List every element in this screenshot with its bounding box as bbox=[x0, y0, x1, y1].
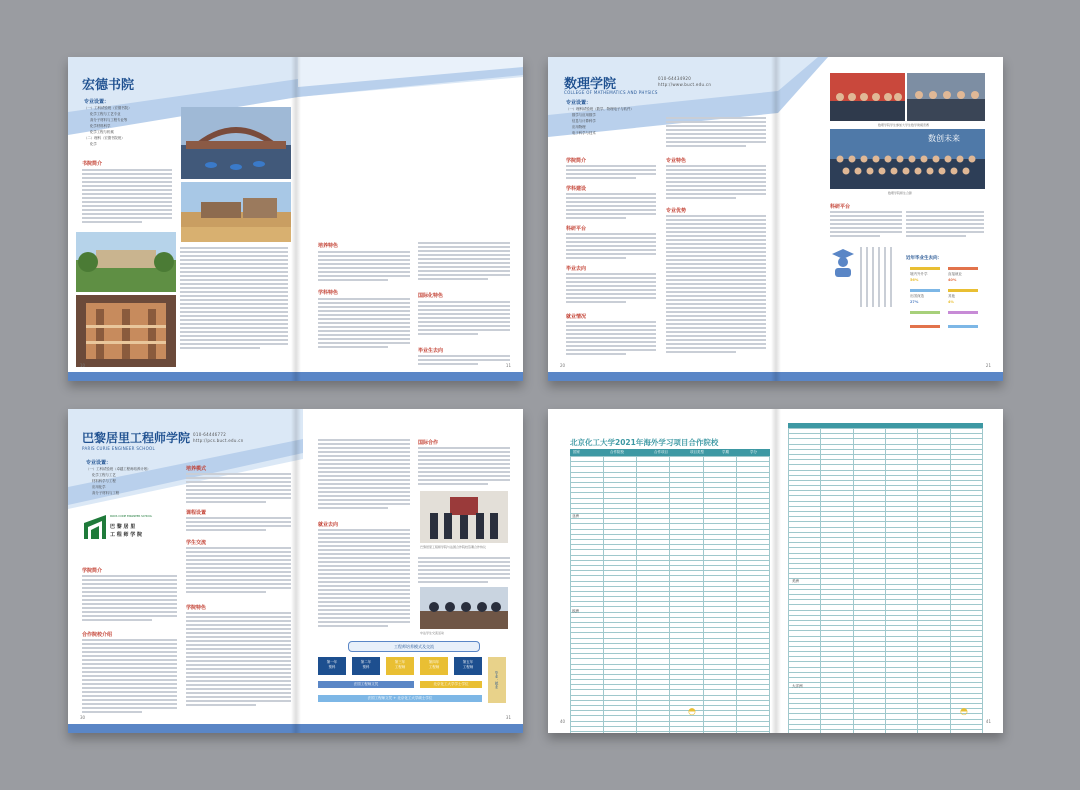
major-item: 化学工程与工艺 bbox=[92, 473, 116, 477]
section-heading: 就业去向 bbox=[318, 522, 339, 528]
logo-english: PARIS CURIE ENGINEER SCHOOL bbox=[110, 515, 153, 518]
flow-side-label: 毕业 · 就业 bbox=[488, 657, 506, 703]
stat-bar bbox=[948, 267, 978, 270]
section-heading: 毕业去向 bbox=[566, 266, 587, 272]
photo-caption: 中法学生交流活动 bbox=[420, 631, 445, 635]
section-heading: 国际化特色 bbox=[418, 293, 444, 299]
contact-website: http://www.buct.edu.cn bbox=[658, 82, 712, 87]
brochure-spread-hongde bbox=[68, 57, 523, 381]
major-list bbox=[566, 99, 634, 136]
region-label: 大洋洲 bbox=[792, 684, 803, 688]
campus-photo bbox=[76, 232, 176, 292]
partner-table-right bbox=[788, 428, 983, 733]
major-item: 材料科学与工程 bbox=[92, 479, 116, 483]
table-cell bbox=[703, 731, 736, 733]
major-item: 数学与应用数学 bbox=[572, 113, 596, 117]
campus-photo bbox=[76, 295, 176, 367]
major-item: 应用物理 bbox=[572, 125, 586, 129]
section-heading: 合作院校介绍 bbox=[82, 632, 113, 638]
page-title: 宏德书院 bbox=[82, 78, 135, 93]
brochure-spread-math bbox=[548, 57, 1003, 381]
brochure-spread-partner-table bbox=[548, 409, 1003, 733]
column-header: 项目类型 bbox=[690, 450, 704, 454]
region-label: 欧洲 bbox=[572, 609, 579, 613]
event-photo bbox=[420, 587, 508, 629]
page-number: 30 bbox=[80, 715, 86, 720]
book-gutter bbox=[291, 57, 301, 381]
major-item: （二）理科（宏德书院班） bbox=[84, 136, 125, 140]
book-gutter bbox=[771, 57, 781, 381]
page-number: 11 bbox=[505, 363, 511, 368]
stat-label: 境内外升学 bbox=[910, 272, 928, 276]
column-header: 学分 bbox=[750, 450, 757, 454]
school-logo bbox=[84, 509, 174, 549]
photo-caption: 数理学院学生参加大学生数学建模竞赛 bbox=[878, 123, 930, 127]
major-item: 应用化学 bbox=[92, 485, 106, 489]
book-gutter bbox=[291, 409, 301, 733]
flow-diagram bbox=[318, 641, 508, 721]
section-heading: 培养模式 bbox=[186, 466, 207, 472]
stat-label: 出国深造 bbox=[910, 294, 924, 298]
section-heading: 学科特色 bbox=[318, 290, 339, 296]
employment-stats bbox=[906, 255, 986, 261]
fan-icon: ◓ bbox=[960, 707, 968, 717]
page-number: 31 bbox=[505, 715, 511, 720]
table-cell bbox=[571, 731, 604, 733]
stat-label: 其他 bbox=[948, 294, 955, 298]
flow-step: 第三年 工程师 bbox=[386, 657, 414, 675]
major-item: 化学材料科学 bbox=[90, 124, 111, 128]
major-item: 高分子材料与工程 bbox=[92, 491, 120, 495]
flow-step: 第四年 工程师 bbox=[420, 657, 448, 675]
section-heading: 培养特色 bbox=[318, 243, 339, 249]
contact-website: http://pcs.buct.edu.cn bbox=[193, 438, 244, 443]
flow-step: 第五年 工程师 bbox=[454, 657, 482, 675]
stat-value: 40% bbox=[948, 278, 957, 282]
book-gutter bbox=[771, 409, 781, 733]
table-row bbox=[571, 731, 770, 733]
section-heading: 学生交流 bbox=[186, 540, 207, 546]
table-cell bbox=[885, 729, 917, 733]
flow-step: 第一年 预科 bbox=[318, 657, 346, 675]
major-item: （一）工科试验班（卓越工程师培养计划） bbox=[86, 467, 151, 471]
flow-step: 第二年 预科 bbox=[352, 657, 380, 675]
section-heading: 毕业生去向 bbox=[418, 348, 444, 354]
brochure-spread-paris-curie bbox=[68, 409, 523, 733]
page-number: 40 bbox=[560, 719, 566, 724]
column-header: 合作院校 bbox=[610, 450, 624, 454]
table-cell bbox=[604, 731, 637, 733]
region-label: 亚洲 bbox=[572, 514, 579, 518]
page-number: 21 bbox=[985, 363, 991, 368]
stat-bar bbox=[910, 289, 940, 292]
group-photo bbox=[830, 129, 985, 189]
page-number: 20 bbox=[560, 363, 566, 368]
campus-photo bbox=[181, 107, 291, 179]
region-label: 美洲 bbox=[792, 579, 799, 583]
major-item: 信息与计算科学 bbox=[572, 119, 596, 123]
section-heading: 专业特色 bbox=[666, 158, 687, 164]
major-item: （一）工科试验班（宏德书院） bbox=[84, 106, 132, 110]
event-photo bbox=[420, 491, 508, 543]
section-heading: 就业情况 bbox=[566, 314, 587, 320]
logo-chinese-1: 巴 黎 居 里 bbox=[110, 524, 136, 530]
table-cell bbox=[821, 729, 853, 733]
stat-bar bbox=[948, 311, 978, 314]
section-heading: 书院简介 bbox=[82, 161, 103, 167]
section-heading: 学院特色 bbox=[186, 605, 207, 611]
page-subtitle: PARIS CURIE ENGINEER SCHOOL bbox=[82, 446, 156, 451]
photo-caption: 巴黎居里工程师学院与法国合作院校签署合作协议 bbox=[420, 545, 487, 549]
contact-phone: 010-64446772 bbox=[193, 432, 227, 437]
stat-bar bbox=[948, 289, 978, 292]
flow-title: 工程师培养模式及交流 bbox=[348, 641, 480, 652]
stat-bar bbox=[948, 325, 978, 328]
stats-title: 近年毕业生去向： bbox=[906, 256, 942, 261]
stat-bar bbox=[910, 311, 940, 314]
table-cell bbox=[637, 731, 670, 733]
major-item: 化学工程与机械 bbox=[90, 130, 114, 134]
table-cell bbox=[670, 731, 703, 733]
major-heading: 专业设置： bbox=[566, 100, 592, 106]
column-header: 国家 bbox=[573, 450, 580, 454]
page-number: 41 bbox=[985, 719, 991, 724]
major-item: 化学 bbox=[90, 142, 97, 146]
major-heading: 专业设置： bbox=[86, 460, 112, 466]
contact-phone: 010-64434920 bbox=[658, 76, 692, 81]
column-header: 学期 bbox=[722, 450, 729, 454]
section-heading: 国际合作 bbox=[418, 440, 439, 446]
major-heading: 专业设置： bbox=[84, 99, 110, 105]
campus-photo bbox=[181, 182, 291, 242]
logo-chinese-2: 工 程 师 学 院 bbox=[110, 532, 142, 538]
page-title: 巴黎居里工程师学院 bbox=[82, 431, 191, 445]
page-subtitle: COLLEGE OF MATHEMATICS AND PHYSICS bbox=[564, 90, 658, 95]
table-header bbox=[570, 449, 770, 456]
section-heading: 科研平台 bbox=[566, 226, 587, 232]
table-cell bbox=[736, 731, 769, 733]
major-item: 高分子材料与工程专业等 bbox=[90, 118, 128, 122]
section-heading: 课程设置 bbox=[186, 510, 207, 516]
partner-table-left bbox=[570, 456, 770, 733]
stat-bar bbox=[910, 325, 940, 328]
major-list bbox=[86, 459, 150, 496]
page-title: 数理学院 bbox=[564, 77, 617, 92]
logo-mark bbox=[84, 515, 106, 539]
table-cell bbox=[789, 729, 821, 733]
table-title: 北京化工大学2021年海外学习项目合作院校 bbox=[570, 438, 719, 447]
table-cell bbox=[950, 729, 982, 733]
photo-banner: 数创未来 bbox=[928, 134, 960, 143]
stat-value: 27% bbox=[910, 300, 919, 304]
major-item: 电子科学与技术 bbox=[572, 131, 596, 135]
group-photo bbox=[907, 73, 985, 121]
group-photo bbox=[830, 73, 905, 121]
flow-band: 法国工程师文凭 + 北京化工大学硕士学位 bbox=[318, 695, 482, 702]
section-heading: 专业优势 bbox=[666, 208, 687, 214]
major-item: （一）理科试验班（数学、物理电子与软件） bbox=[566, 107, 634, 111]
page-number: 10 bbox=[80, 363, 86, 368]
section-heading: 科研平台 bbox=[830, 204, 851, 210]
table-row bbox=[789, 729, 983, 733]
stat-value: 56% bbox=[910, 278, 919, 282]
graduate-icon bbox=[832, 247, 854, 277]
stat-label: 直接就业 bbox=[948, 272, 962, 276]
table-cell bbox=[853, 729, 885, 733]
major-item: 化学工程与工艺专业 bbox=[90, 112, 121, 116]
stat-bar bbox=[910, 267, 940, 270]
major-list bbox=[84, 98, 131, 147]
flow-band: 法国工程师文凭 bbox=[318, 681, 414, 688]
section-heading: 学院简介 bbox=[566, 158, 587, 164]
photo-caption: 数理学院师生合影 bbox=[888, 191, 913, 195]
stat-value: 4% bbox=[948, 300, 954, 304]
table-cell bbox=[918, 729, 950, 733]
section-heading: 学院简介 bbox=[82, 568, 103, 574]
section-heading: 学科建设 bbox=[566, 186, 587, 192]
flow-band: 北京化工大学学士学位 bbox=[420, 681, 482, 688]
fan-icon: ◓ bbox=[688, 707, 696, 717]
column-header: 合作项目 bbox=[654, 450, 668, 454]
